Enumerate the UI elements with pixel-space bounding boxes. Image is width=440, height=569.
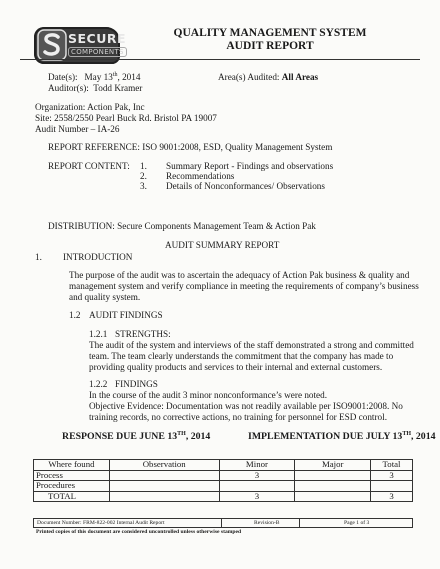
- findings-paragraph: In the course of the audit 3 minor nonconformance’s were noted. Objective Evidence: Documentation was not readily available per ISO9001:2008. No training records, no corrective actions, no training for personnel for ESD control.: [89, 390, 403, 422]
- document-footer: [33, 518, 413, 528]
- table-row: [34, 491, 413, 502]
- footer-uncontrolled-note: Printed copies of this document are considered uncontrolled unless otherwise stamped: [36, 529, 242, 535]
- report-content-num-2: 2.: [140, 171, 147, 181]
- table-cell: 3: [219, 491, 295, 502]
- auditor-label: Auditor(s):: [48, 83, 89, 93]
- logo-text-secure: SECURE: [68, 31, 127, 46]
- table-cell: [219, 481, 295, 492]
- header-title-line1: QUALITY MANAGEMENT SYSTEM: [173, 27, 367, 39]
- section-1-2-2-title: FINDINGS: [115, 379, 158, 389]
- introduction-paragraph: The purpose of the audit was to ascertain the adequacy of Action Pak business & quality and management system and verify compliance in meeting the requirements of company’s business and quality system.: [69, 270, 419, 302]
- table-cell: [109, 491, 219, 502]
- table-cell: 3: [219, 470, 295, 481]
- table-header-where-found: Where found: [34, 460, 110, 471]
- report-content-num-3: 3.: [140, 181, 147, 191]
- section-1-2-1-title: STRENGTHS:: [115, 329, 171, 339]
- implementation-due: IMPLEMENTATION DUE JULY 13TH, 2014: [248, 431, 436, 442]
- areas-line: [218, 72, 318, 83]
- table-cell: [109, 470, 219, 481]
- table-row: [34, 470, 413, 481]
- table-cell: Procedures: [34, 481, 110, 492]
- footer-divider: [299, 519, 300, 527]
- auditor-line: [48, 83, 142, 94]
- table-cell: Process: [34, 470, 110, 481]
- section-1-2-number: 1.2: [69, 310, 81, 320]
- areas-label: Area(s) Audited:: [218, 72, 280, 82]
- table-header-total: Total: [371, 460, 413, 471]
- table-cell: [295, 470, 371, 481]
- footer-doc-number: Document Number: FRM-822-002 Internal Audit Report: [37, 520, 165, 526]
- section-1-2-title: AUDIT FINDINGS: [89, 310, 163, 320]
- table-row: [34, 481, 413, 492]
- table-cell: 3: [371, 491, 413, 502]
- audit-number-line: Audit Number – IA-26: [35, 124, 120, 134]
- section-1-2-1-number: 1.2.1: [89, 329, 108, 339]
- organization-line: Organization: Action Pak, Inc: [35, 102, 145, 112]
- report-reference: REPORT REFERENCE: ISO 9001:2008, ESD, Quality Management System: [48, 142, 333, 152]
- areas-value: All Areas: [281, 72, 319, 82]
- summary-heading: AUDIT SUMMARY REPORT: [165, 240, 280, 250]
- report-content-item-1: Summary Report - Findings and observations: [166, 161, 334, 171]
- footer-page: Page 1 of 3: [344, 520, 370, 526]
- report-content-item-3: Details of Nonconformances/ Observations: [166, 181, 325, 191]
- dates-line: [48, 72, 140, 83]
- report-content-num-1: 1.: [140, 161, 147, 171]
- table-cell: 3: [371, 470, 413, 481]
- report-content-item-2: Recommendations: [166, 171, 235, 181]
- section-1-number: 1.: [35, 252, 42, 262]
- dates-value: May 13th, 2014: [84, 72, 141, 82]
- header-title-line2: AUDIT REPORT: [226, 40, 314, 52]
- report-content-label: REPORT CONTENT:: [48, 161, 130, 171]
- table-header-row: [34, 460, 413, 471]
- table-header-major: Major: [295, 460, 371, 471]
- footer-divider: [221, 519, 222, 527]
- logo-text-components: COMPONENTS: [68, 47, 127, 57]
- section-1-2-2-number: 1.2.2: [89, 379, 108, 389]
- table-cell: [295, 481, 371, 492]
- logo-s-emblem-icon: [37, 29, 67, 61]
- strengths-paragraph: The audit of the system and interviews of the staff demonstrated a strong and committed team. The team clearly understands the commitment that the company has made to providing quality products and services to their internal and external customers.: [89, 340, 414, 372]
- footer-revision: Revision-B: [254, 520, 280, 526]
- table-cell: [371, 481, 413, 492]
- response-due: RESPONSE DUE JUNE 13TH, 2014: [62, 431, 211, 442]
- table-cell: [109, 481, 219, 492]
- nonconformance-summary-table: [33, 459, 413, 502]
- header-rule: [20, 59, 420, 60]
- dates-label: Date(s):: [48, 72, 78, 82]
- site-line: Site: 2558/2550 Pearl Buck Rd. Bristol PA 19007: [35, 113, 217, 123]
- section-1-title: INTRODUCTION: [63, 252, 133, 262]
- auditor-value: Todd Kramer: [93, 83, 143, 93]
- table-header-observation: Observation: [109, 460, 219, 471]
- table-cell: [295, 491, 371, 502]
- table-cell: TOTAL: [34, 491, 110, 502]
- table-header-minor: Minor: [219, 460, 295, 471]
- distribution-line: DISTRIBUTION: Secure Components Management Team & Action Pak: [48, 221, 316, 231]
